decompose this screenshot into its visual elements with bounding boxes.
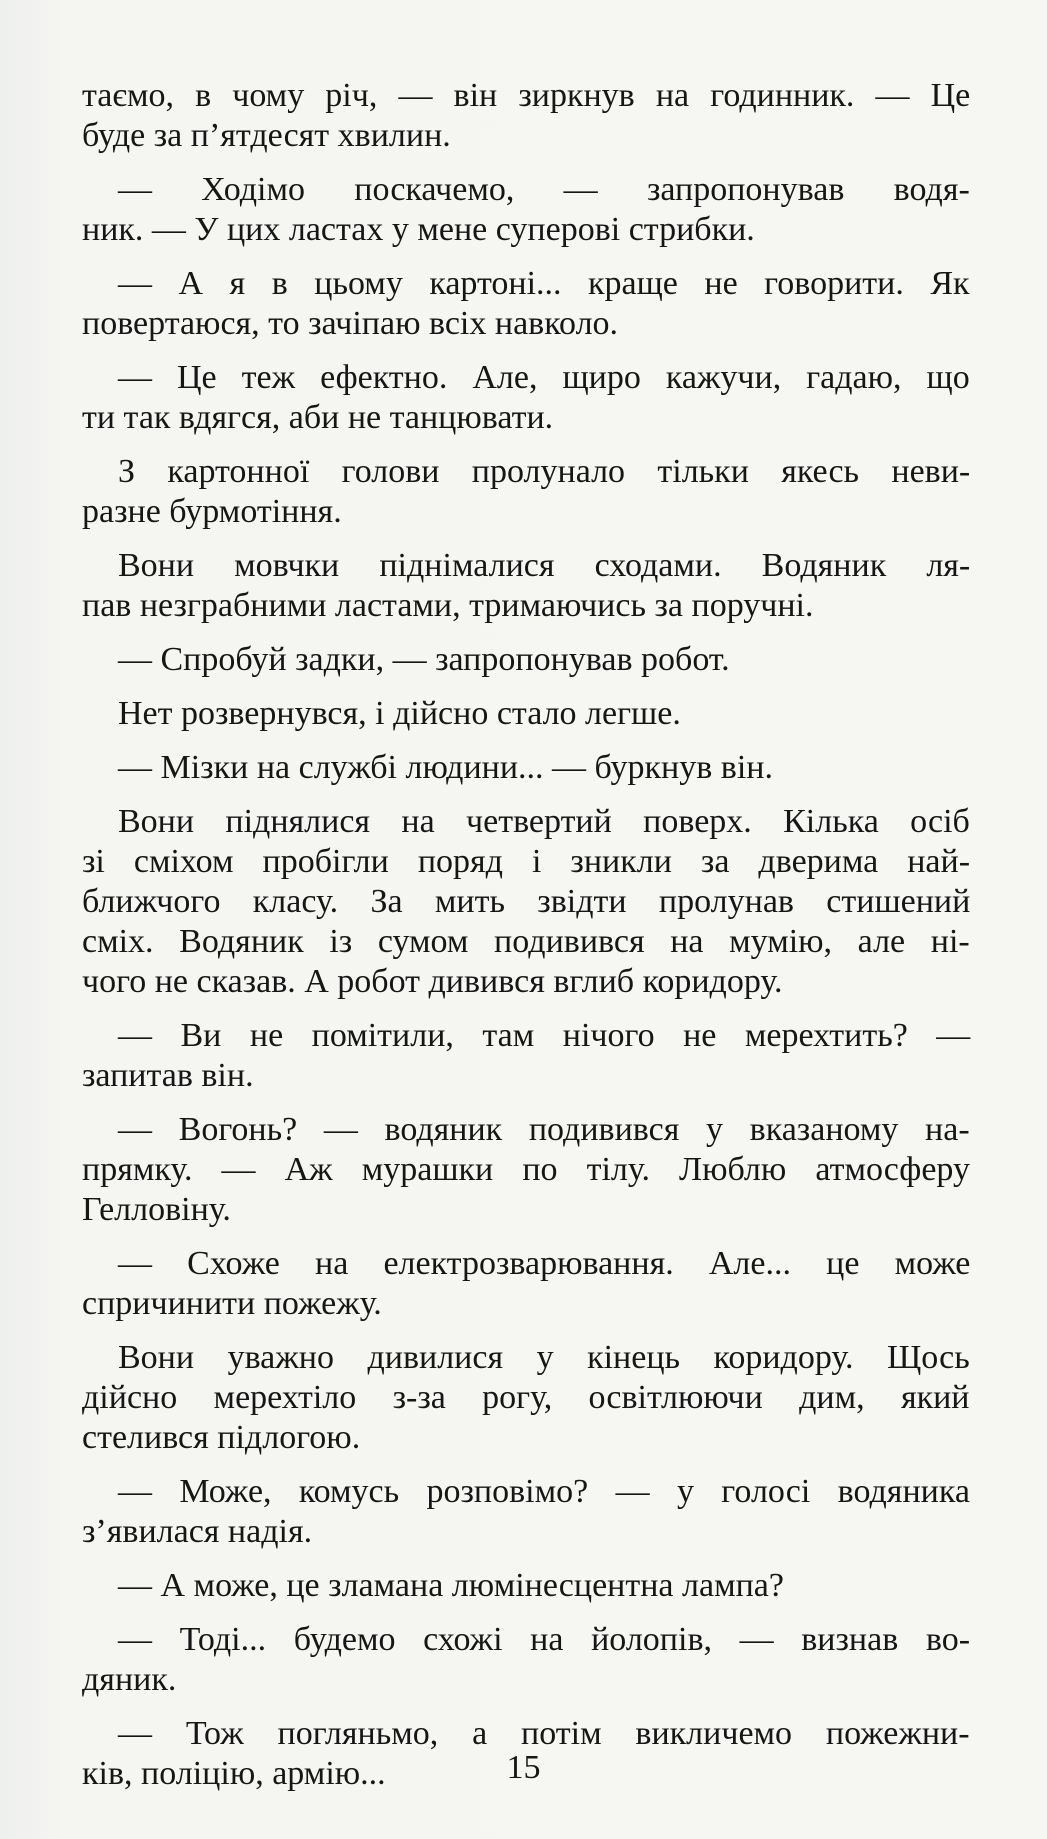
text-line: — А може, це зламана люмінесцентна лампа? xyxy=(118,1567,784,1604)
text-line: зі сміхом пробігли поряд і зникли за дверима най- xyxy=(82,843,971,880)
text-line: — Ви не помітили, там нічого не мерехтить? — xyxy=(118,1017,971,1054)
text-line: ближчого класу. За мить звідти пролунав стишений xyxy=(82,883,971,920)
text-line: З картонної голови пролунало тільки якесь неви- xyxy=(118,453,971,490)
text-line: стелився підлогою. xyxy=(82,1419,361,1456)
text-line: — Ходімо поскачемо, — запропонував водя- xyxy=(118,171,970,208)
text-line: спричинити пожежу. xyxy=(82,1285,382,1322)
text-line: Вони піднялися на четвертий поверх. Кілька осіб xyxy=(118,803,970,840)
text-line: — Тоді... будемо схожі на йолопів, — визнав во- xyxy=(118,1621,971,1658)
text-line: ник. — У цих ластах у мене суперові стрибки. xyxy=(82,211,755,248)
text-line: запитав він. xyxy=(82,1057,254,1094)
text-line: з’явилася надія. xyxy=(82,1513,313,1550)
text-line: — Вогонь? — водяник подивився у вказаному на- xyxy=(118,1111,970,1148)
text-line: сміх. Водяник із сумом подивився на мумію, але ні- xyxy=(82,923,970,960)
text-line: — Схоже на електрозварювання. Але... це може xyxy=(118,1245,971,1282)
text-line: дійсно мерехтіло з-за рогу, освітлюючи дим, який xyxy=(82,1379,970,1416)
text-line: Вони уважно дивилися у кінець коридору. Щось xyxy=(118,1339,970,1376)
text-line: — Мізки на службі людини... — буркнув він. xyxy=(118,749,773,786)
text-line: прямку. — Аж мурашки по тілу. Люблю атмосферу xyxy=(82,1151,970,1188)
text-line: — Тож погляньмо, а потім викличемо пожежни- xyxy=(118,1715,970,1752)
text-line: буде за п’ятдесят хвилин. xyxy=(82,117,451,154)
text-line: — Це теж ефектно. Але, щиро кажучи, гадаю, що xyxy=(118,359,970,396)
text-line: повертаюся, то зачіпаю всіх навколо. xyxy=(82,305,619,342)
text-line: Нет розвернувся, і дійсно стало легше. xyxy=(118,695,681,732)
page-number: 15 xyxy=(506,1749,541,1786)
text-line: Вони мовчки піднімалися сходами. Водяник ля- xyxy=(118,547,971,584)
text-line: таємо, в чому річ, — він зиркнув на годинник. — Це xyxy=(82,77,971,114)
text-line: — Може, комусь розповімо? — у голосі водяника xyxy=(118,1473,970,1510)
text-line: Гелловіну. xyxy=(82,1191,231,1228)
text-line: ків, поліцію, армію... xyxy=(82,1755,386,1792)
text-line: разне бурмотіння. xyxy=(82,493,342,530)
text-line: пав незграбними ластами, тримаючись за поручні. xyxy=(82,587,814,624)
text-line: чого не сказав. А робот дивився вглиб коридору. xyxy=(82,963,783,1000)
text-line: — Спробуй задки, — запропонував робот. xyxy=(118,641,730,678)
text-line: — А я в цьому картоні... краще не говорити. Як xyxy=(118,265,970,302)
text-line: дяник. xyxy=(82,1661,177,1698)
text-line: ти так вдягся, аби не танцювати. xyxy=(82,399,554,436)
